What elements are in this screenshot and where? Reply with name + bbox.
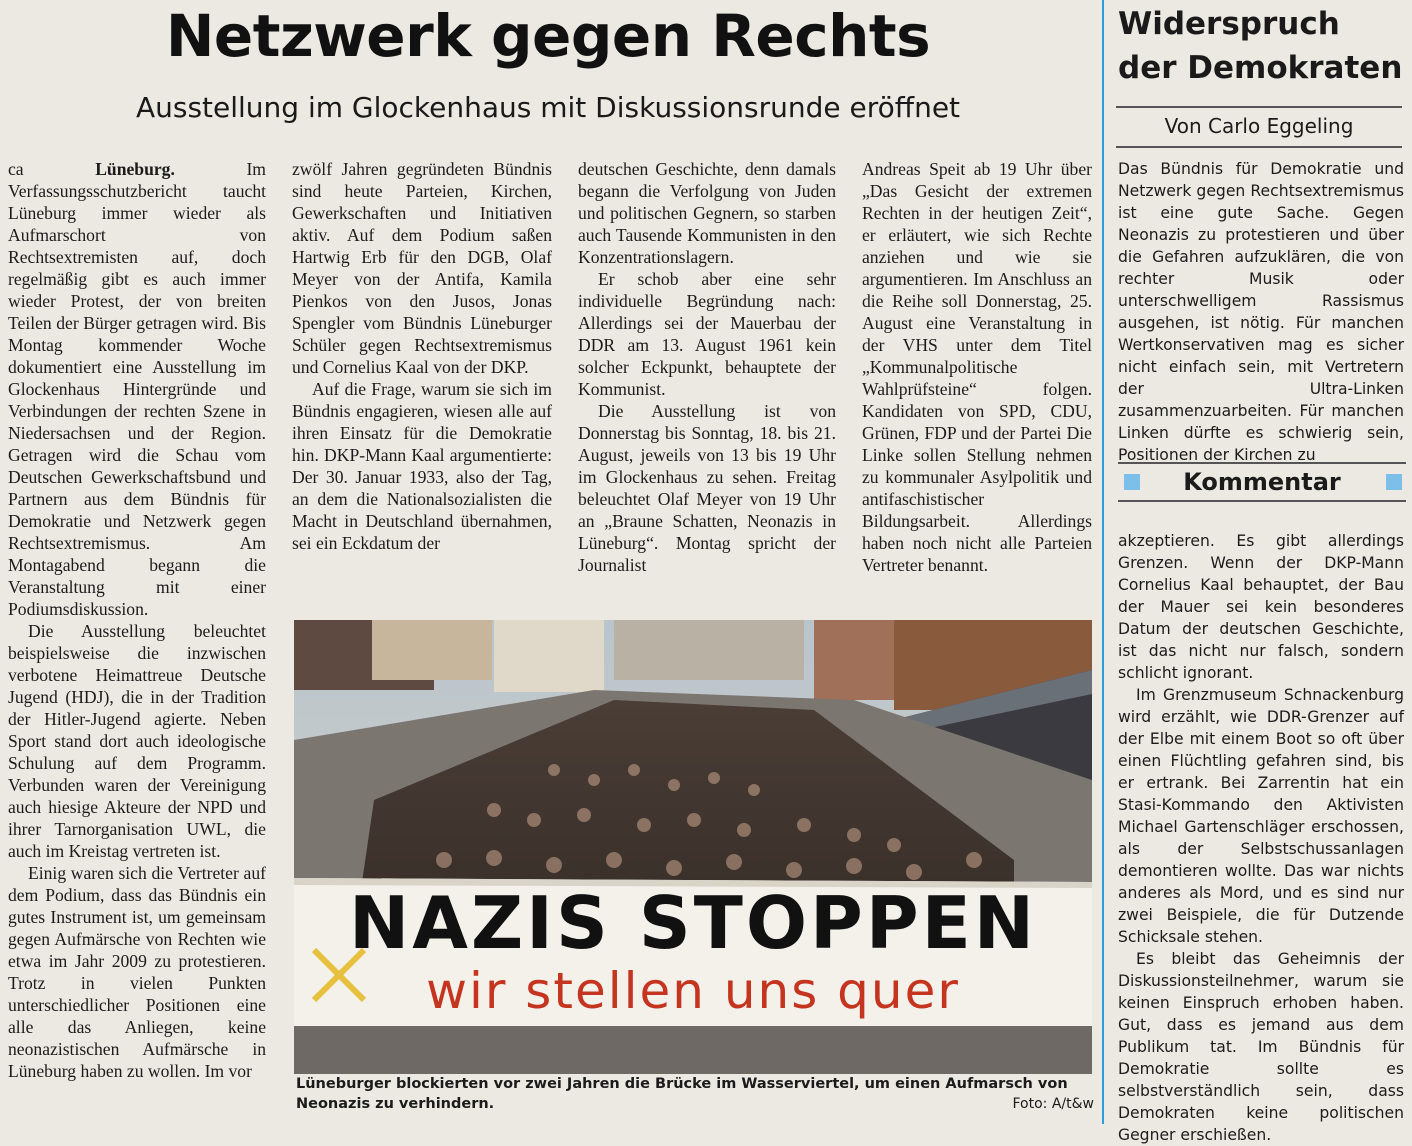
rule <box>1116 146 1402 148</box>
byline-initials: ca <box>8 159 24 179</box>
article-paragraph <box>8 158 266 620</box>
article-paragraph: Die Ausstellung ist von Donnerstag bis Sonntag, 18. bis 21. August, jeweils von 13 bis 19 Uhr im Glockenhaus zu sehen. Freitag beleuchtet Olaf Meyer von 19 Uhr an „Braune Schatten, Neonazis in Lüneburg“. Montag spricht der Journalist <box>578 401 836 575</box>
commentary-author: Von Carlo Eggeling <box>1164 114 1354 138</box>
protest-photo <box>294 620 1092 1074</box>
article-paragraph: deutschen Geschichte, denn damals begann die Verfolgung von Juden und politischen Gegnern, so starben auch Tausende Kommunisten in den Konzentrationslagern. <box>578 159 836 267</box>
photo-credit: Foto: A/t&w <box>1012 1096 1094 1112</box>
commentary-paragraph: akzeptieren. Es gibt allerdings Grenzen. Wenn der DKP-Mann Cornelius Kaal behauptet, der Bau der Mauer sei kein besonderes Datum der deutschen Geschichte, ist das nicht nur falsch, sondern schlicht ignorant. <box>1118 532 1404 682</box>
commentary-paragraph: Das Bündnis für Demokratie und Netzwerk gegen Rechtsextremismus ist eine gute Sache. Gegen Neonazis zu protestieren und über die Gefahren aufzuklären, die von rechter Musik oder unterschwelligem Rassismus ausgehen, ist nötig. Für manchen Wertkonservativen mag es sicher nicht einfach sein, mit Vertretern der Ultra-Linken zusammenzuarbeiten. Für manchen Linken dürfte es schwierig sein, Positionen der Kirchen zu <box>1118 160 1404 464</box>
article-paragraph: Andreas Speit ab 19 Uhr über „Das Gesicht der extremen Rechten in der heutigen Zeit“, er erläutert, wie sich Rechte anziehen und wie sie argumentieren. Im Anschluss an die Reihe soll Donnerstag, 25. August eine Veranstaltung in der VHS unter dem Titel „Kommunalpolitische Wahlprüfsteine“ folgen. Kandidaten von SPD, CDU, Grünen, FDP und der Partei Die Linke sollen Stellung nehmen zu kommunaler Asylpolitik und antifaschistischer Bildungsarbeit. Allerdings haben noch nicht alle Parteien Vertreter benannt. <box>862 159 1092 575</box>
commentary-paragraph: Im Grenzmuseum Schnackenburg wird erzählt, wie DDR-Grenzer auf der Elbe mit einem Boot so oft über einen Flüchtling gefahren sind, bis er ertrank. Bei Zarrentin hat ein Stasi-Kommando den Aktivisten Michael Gartenschläger erschossen, als der Selbstschussanlagen demontieren wollte. Das war nichts anderes als Mord, und es sind nur zwei Beispiele, die für Dutzende Schicksale stehen. <box>1118 686 1404 946</box>
article-paragraph: Einig waren sich die Vertreter auf dem Podium, dass das Bündnis ein gutes Instrument ist, um gemeinsam gegen Aufmärsche von Rechten wie etwa im Jahr 2009 zu protestieren. Trotz in vielen Punkten unterschiedlicher Positionen eine alle das Anliegen, keine neonazistischen Aufmärsche in Lüneburg haben zu wollen. Im vor <box>8 863 266 1081</box>
commentary-title: Widerspruch der Demokraten <box>1118 6 1403 86</box>
caption-text: Lüneburger blockierten vor zwei Jahren die Brücke im Wasserviertel, um einen Aufmarsch von Neonazis zu verhindern. <box>296 1076 1068 1112</box>
article-column-1 <box>8 158 266 1108</box>
paragraph-text: Im Verfassungsschutzbericht taucht Lüneburg immer wieder als Aufmarschort von Rechtsextremisten auf, doch regelmäßig gibt es auch immer wieder Protest, der von breiten Teilen der Bürger getragen wird. Bis Montag kommender Woche dokumentiert eine Ausstellung im Glockenhaus Hintergründe und Verbindungen der rechten Szene in Niedersachsen und der Region. Getragen wird die Schau vom Deutschen Gewerkschaftsbund und Partnern aus dem Bündnis für Demokratie und Netzwerk gegen Rechtsextremismus. Am Montagabend begann die Veranstaltung mit einer Podiumsdiskussion. <box>8 159 266 619</box>
article-subhead: Ausstellung im Glockenhaus mit Diskussionsrunde eröffnet <box>135 91 961 124</box>
article-column-2 <box>292 158 552 554</box>
commentary-paragraph: Es bleibt das Geheimnis der Diskussionsteilnehmer, warum sie keinen Einspruch erhoben haben. Gut, dass es jemand aus dem Publikum tat. Im Bündnis für Demokratie sollte es selbstverständlich sein, dass Demokraten keine politischen Gegner erschießen. <box>1118 950 1404 1144</box>
column-divider <box>1102 0 1104 1124</box>
commentary-label-box <box>1118 462 1406 502</box>
article-paragraph: zwölf Jahren gegründeten Bündnis sind heute Parteien, Kirchen, Gewerkschaften und Initiativen aktiv. Auf dem Podium saßen Hartwig Erb für den DGB, Olaf Meyer von der Antifa, Kamila Pienkos von den Jusos, Jonas Spengler vom Bündnis Lüneburger Schüler gegen Rechtsextremismus und Cornelius Kaal von der DKP. <box>292 159 552 377</box>
banner-main-text: NAZIS STOPPEN <box>348 881 1038 965</box>
rule <box>1116 106 1402 108</box>
article-paragraph: Die Ausstellung beleuchtet beispielsweise die inzwischen verbotene Heimattreue Deutsche Jugend (HDJ), die in der Tradition der Hitler-Jugend agierte. Neben Sport stand dort auch ideologische Schulung auf dem Programm. Verbunden waren der Vereinigung auch hiesige Akteure der NPD und ihrer Tarnorganisation UWL, die auch im Kreistag vertreten ist. <box>8 621 266 861</box>
article-paragraph: Auf die Frage, warum sie sich im Bündnis engagieren, wiesen alle auf ihren Einsatz für die Demokratie hin. DKP-Mann Kaal argumentierte: Der 30. Januar 1933, also der Tag, an dem die Nationalsozialisten die Macht in Deutschland übernahmen, sei ein Eckdatum der <box>292 379 552 553</box>
banner-sub-text: wir stellen uns quer <box>426 962 960 1020</box>
article-headline: Netzwerk gegen Rechts <box>165 2 931 70</box>
commentary-column-top <box>1118 158 1404 466</box>
article-paragraph: Er schob aber eine sehr individuelle Begründung nach: Allerdings sei der Mauerbau der DDR am 13. August 1961 kein solcher Eckpunkt, behauptete der Kommunist. <box>578 269 836 399</box>
article-column-4 <box>862 158 1092 576</box>
commentary-column-bottom <box>1118 530 1404 1146</box>
photo-caption <box>296 1074 1094 1114</box>
article-column-3 <box>578 158 836 576</box>
commentary-label: Kommentar <box>1183 468 1341 496</box>
square-icon <box>1386 474 1402 490</box>
dateline: Lüneburg. <box>95 159 175 179</box>
